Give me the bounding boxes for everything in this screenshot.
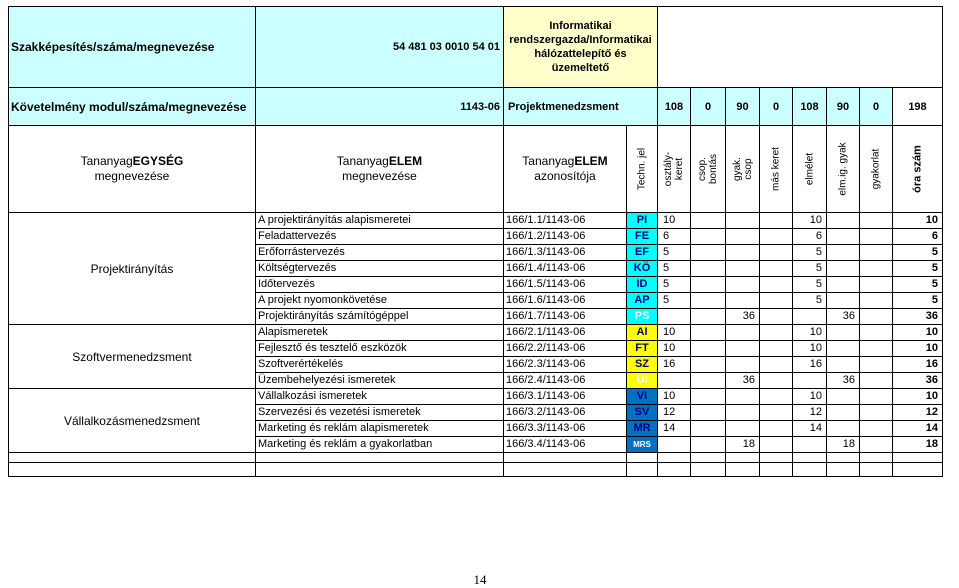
elmgyak-value (827, 389, 860, 405)
gyakorlat-value (860, 309, 893, 325)
elem-id: 166/1.7/1143-06 (504, 309, 627, 325)
elmelet-value: 10 (793, 341, 827, 357)
empty-cell (627, 463, 658, 477)
techn-code: EF (627, 245, 658, 261)
techn-code: ID (627, 277, 658, 293)
elem-id: 166/2.2/1143-06 (504, 341, 627, 357)
elmgyak-value (827, 213, 860, 229)
mas-value (760, 325, 793, 341)
elmelet-value: 10 (793, 389, 827, 405)
elem-id: 166/3.4/1143-06 (504, 437, 627, 453)
osztaly-value: 10 (658, 389, 691, 405)
ora-value: 36 (893, 309, 943, 325)
mas-value (760, 357, 793, 373)
elmelet-value (793, 373, 827, 389)
empty-row (8, 463, 943, 477)
mas-value (760, 277, 793, 293)
module-value-elmgyak: 90 (827, 88, 860, 126)
gyak-value (726, 277, 760, 293)
ora-value: 16 (893, 357, 943, 373)
elem-id: 166/3.1/1143-06 (504, 389, 627, 405)
empty-cell (893, 453, 943, 463)
module-value-elmelet: 108 (793, 88, 827, 126)
empty-cell (8, 453, 256, 463)
column-header-row (8, 126, 943, 213)
osztaly-value: 10 (658, 341, 691, 357)
gyakorlat-value (860, 261, 893, 277)
gyakorlat-column-header: gyakorlat (860, 126, 893, 213)
elem-name: Alapismeretek (256, 325, 504, 341)
techn-column-header: Techn. jel (627, 126, 658, 213)
elem-name: A projekt nyomonkövetése (256, 293, 504, 309)
csop-value (691, 325, 726, 341)
csop-value (691, 213, 726, 229)
mas-value (760, 421, 793, 437)
module-value-gyak: 90 (726, 88, 760, 126)
gyak-value: 18 (726, 437, 760, 453)
csop-value (691, 373, 726, 389)
elem-id: 166/1.3/1143-06 (504, 245, 627, 261)
mas-value (760, 373, 793, 389)
qualification-label: Szakképesítés/száma/megnevezése (8, 6, 256, 88)
ora-value: 10 (893, 213, 943, 229)
gyakorlat-value (860, 405, 893, 421)
mas-value (760, 213, 793, 229)
mas-value (760, 341, 793, 357)
elem-name: Marketing és reklám alapismeretek (256, 421, 504, 437)
elem-id: 166/2.1/1143-06 (504, 325, 627, 341)
gyak-value: 36 (726, 309, 760, 325)
elmelet-value: 10 (793, 325, 827, 341)
elem-id: 166/3.2/1143-06 (504, 405, 627, 421)
ora-value: 12 (893, 405, 943, 421)
elmgyak-value: 18 (827, 437, 860, 453)
elem-name: Marketing és reklám a gyakorlatban (256, 437, 504, 453)
elmelet-value: 10 (793, 213, 827, 229)
techn-code: FE (627, 229, 658, 245)
empty-cell (893, 463, 943, 477)
elmgyak-value (827, 421, 860, 437)
mas-value (760, 437, 793, 453)
ora-column-header: óra szám (893, 126, 943, 213)
id-column-header: TananyagELEM azonosítója (504, 126, 627, 213)
elmelet-value: 5 (793, 261, 827, 277)
elem-column-header: TananyagELEM megnevezése (256, 126, 504, 213)
elem-id: 166/1.4/1143-06 (504, 261, 627, 277)
techn-code: KÖ (627, 261, 658, 277)
empty-cell (504, 453, 627, 463)
page-number: 14 (473, 572, 487, 587)
osztaly-value: 5 (658, 245, 691, 261)
elmgyak-value (827, 341, 860, 357)
techn-code: SV (627, 405, 658, 421)
osztaly-column-header: osztály- keret (658, 126, 691, 213)
csop-value (691, 437, 726, 453)
gyak-value (726, 341, 760, 357)
csop-value (691, 405, 726, 421)
elem-name: Erőforrástervezés (256, 245, 504, 261)
gyakorlat-value (860, 325, 893, 341)
mas-value (760, 309, 793, 325)
elmgyak-value (827, 277, 860, 293)
elmgyak-column-header: elm.ig. gyak (827, 126, 860, 213)
gyak-value (726, 325, 760, 341)
module-value-mas: 0 (760, 88, 793, 126)
gyakorlat-value (860, 357, 893, 373)
elmgyak-value (827, 293, 860, 309)
elmgyak-value: 36 (827, 373, 860, 389)
techn-code: AI (627, 325, 658, 341)
empty-cell (860, 463, 893, 477)
elmelet-value: 14 (793, 421, 827, 437)
elem-id: 166/1.2/1143-06 (504, 229, 627, 245)
module-label: Követelmény modul/száma/megnevezése (8, 88, 256, 126)
osztaly-value: 10 (658, 325, 691, 341)
empty-cell (726, 453, 760, 463)
ora-value: 5 (893, 277, 943, 293)
gyakorlat-value (860, 277, 893, 293)
ora-value: 5 (893, 245, 943, 261)
osztaly-value (658, 373, 691, 389)
csop-value (691, 293, 726, 309)
empty-cell (256, 453, 504, 463)
empty-cell (793, 463, 827, 477)
osztaly-value: 5 (658, 277, 691, 293)
osztaly-value: 6 (658, 229, 691, 245)
elmgyak-value (827, 229, 860, 245)
elem-id: 166/2.4/1143-06 (504, 373, 627, 389)
module-row (8, 88, 943, 126)
empty-cell (691, 463, 726, 477)
ora-value: 10 (893, 341, 943, 357)
ora-value: 6 (893, 229, 943, 245)
elmgyak-value (827, 261, 860, 277)
elem-name: A projektirányítás alapismeretei (256, 213, 504, 229)
module-value-ora: 198 (893, 88, 943, 126)
elem-name: Projektirányítás számítógéppel (256, 309, 504, 325)
module-value-csop: 0 (691, 88, 726, 126)
gyak-value (726, 293, 760, 309)
module-value-gyakorlat: 0 (860, 88, 893, 126)
qualification-name: Informatikai rendszergazda/Informatikai hálózattelepítő és üzemeltető (504, 6, 658, 88)
elem-name: Időtervezés (256, 277, 504, 293)
empty-cell (627, 453, 658, 463)
elem-name: Feladattervezés (256, 229, 504, 245)
curriculum-table (8, 6, 943, 477)
mas-value (760, 261, 793, 277)
elem-name: Szervezési és vezetési ismeretek (256, 405, 504, 421)
elem-name: Költségtervezés (256, 261, 504, 277)
gyak-value (726, 261, 760, 277)
gyakorlat-value (860, 293, 893, 309)
ora-value: 10 (893, 389, 943, 405)
techn-code: FT (627, 341, 658, 357)
module-name: Projektmenedzsment (504, 88, 658, 126)
gyakorlat-value (860, 341, 893, 357)
elem-id: 166/1.6/1143-06 (504, 293, 627, 309)
empty-cell (793, 453, 827, 463)
techn-code: MR (627, 421, 658, 437)
osztaly-value: 5 (658, 293, 691, 309)
gyak-column-header: gyak. csop (726, 126, 760, 213)
empty-cell (256, 463, 504, 477)
elmgyak-value (827, 245, 860, 261)
empty-cell (860, 453, 893, 463)
osztaly-value: 14 (658, 421, 691, 437)
elmelet-value: 5 (793, 245, 827, 261)
csop-value (691, 421, 726, 437)
gyakorlat-value (860, 437, 893, 453)
unit-name: Vállalkozásmenedzsment (8, 389, 256, 453)
qualification-blank (658, 6, 943, 88)
csop-value (691, 357, 726, 373)
elmgyak-value (827, 405, 860, 421)
techn-code: PI (627, 213, 658, 229)
empty-cell (8, 463, 256, 477)
qualification-row (8, 6, 943, 88)
csop-value (691, 309, 726, 325)
gyakorlat-value (860, 213, 893, 229)
empty-cell (760, 463, 793, 477)
csop-value (691, 389, 726, 405)
mas-value (760, 389, 793, 405)
empty-cell (691, 453, 726, 463)
elem-id: 166/3.3/1143-06 (504, 421, 627, 437)
elmelet-value (793, 309, 827, 325)
elmgyak-value (827, 325, 860, 341)
mas-value (760, 293, 793, 309)
ora-value: 10 (893, 325, 943, 341)
table-body (8, 213, 943, 477)
elem-name: Szoftverértékelés (256, 357, 504, 373)
elmelet-value (793, 437, 827, 453)
csop-value (691, 229, 726, 245)
gyak-value (726, 421, 760, 437)
empty-cell (658, 463, 691, 477)
elem-id: 166/1.5/1143-06 (504, 277, 627, 293)
gyak-value (726, 245, 760, 261)
ora-value: 5 (893, 293, 943, 309)
elmelet-value: 5 (793, 277, 827, 293)
unit-name: Szoftvermenedzsment (8, 325, 256, 389)
gyakorlat-value (860, 245, 893, 261)
elmelet-column-header: elmélet (793, 126, 827, 213)
gyakorlat-value (860, 229, 893, 245)
elmelet-value: 12 (793, 405, 827, 421)
ora-value: 18 (893, 437, 943, 453)
osztaly-value (658, 437, 691, 453)
qualification-number: 54 481 03 0010 54 01 (256, 6, 504, 88)
gyak-value (726, 357, 760, 373)
mas-column-header: más keret (760, 126, 793, 213)
elem-name: Üzembehelyezési ismeretek (256, 373, 504, 389)
ora-value: 14 (893, 421, 943, 437)
gyakorlat-value (860, 389, 893, 405)
techn-code: MRS (627, 437, 658, 453)
gyak-value (726, 389, 760, 405)
osztaly-value (658, 309, 691, 325)
csop-column-header: csop. bontás (691, 126, 726, 213)
module-value-osztaly: 108 (658, 88, 691, 126)
unit-column-header: TananyagEGYSÉG megnevezése (8, 126, 256, 213)
ora-value: 5 (893, 261, 943, 277)
techn-code: PS (627, 309, 658, 325)
techn-code: ÜI (627, 373, 658, 389)
osztaly-value: 12 (658, 405, 691, 421)
elmelet-value: 5 (793, 293, 827, 309)
elem-id: 166/1.1/1143-06 (504, 213, 627, 229)
techn-code: AP (627, 293, 658, 309)
empty-row (8, 453, 943, 463)
elem-name: Fejlesztő és tesztelő eszközök (256, 341, 504, 357)
osztaly-value: 10 (658, 213, 691, 229)
csop-value (691, 245, 726, 261)
mas-value (760, 245, 793, 261)
gyak-value (726, 405, 760, 421)
osztaly-value: 16 (658, 357, 691, 373)
gyakorlat-value (860, 373, 893, 389)
elmgyak-value (827, 357, 860, 373)
module-code: 1143-06 (256, 88, 504, 126)
mas-value (760, 229, 793, 245)
elmelet-value: 16 (793, 357, 827, 373)
csop-value (691, 277, 726, 293)
elem-id: 166/2.3/1143-06 (504, 357, 627, 373)
gyakorlat-value (860, 421, 893, 437)
csop-value (691, 261, 726, 277)
mas-value (760, 405, 793, 421)
gyak-value (726, 229, 760, 245)
empty-cell (760, 453, 793, 463)
csop-value (691, 341, 726, 357)
unit-name: Projektirányítás (8, 213, 256, 325)
elem-name: Vállalkozási ismeretek (256, 389, 504, 405)
techn-code: SZ (627, 357, 658, 373)
empty-cell (726, 463, 760, 477)
elmgyak-value: 36 (827, 309, 860, 325)
osztaly-value: 5 (658, 261, 691, 277)
empty-cell (658, 453, 691, 463)
empty-cell (827, 453, 860, 463)
gyak-value: 36 (726, 373, 760, 389)
gyak-value (726, 213, 760, 229)
elmelet-value: 6 (793, 229, 827, 245)
techn-code: VI (627, 389, 658, 405)
empty-cell (827, 463, 860, 477)
ora-value: 36 (893, 373, 943, 389)
empty-cell (504, 463, 627, 477)
